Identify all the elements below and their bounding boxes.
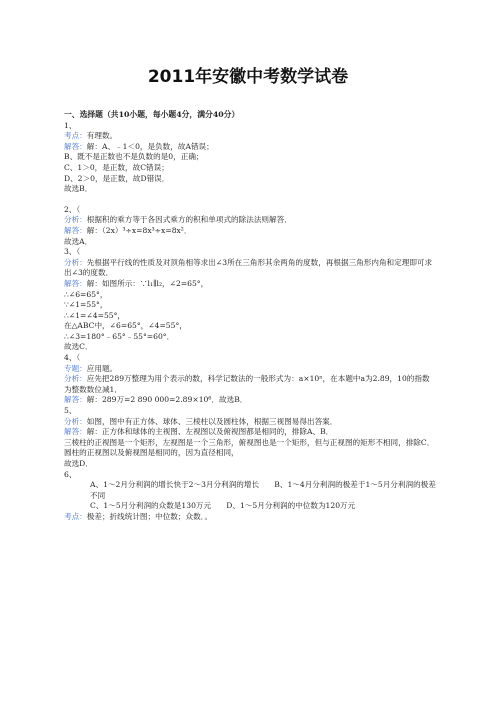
option-a: A、1～2月分利润的增长快于2～3月分利润的增长 bbox=[90, 480, 260, 490]
q1-line-c: C、1＞0，是正数，故C错误； bbox=[64, 162, 169, 172]
analysis-label: 分析： bbox=[64, 374, 87, 384]
q1-keypoint bbox=[64, 131, 436, 142]
answer-label: 解答： bbox=[64, 395, 87, 405]
answer-text: 解：A、﹣1＜0，是负数，故A错误； bbox=[86, 141, 214, 151]
analysis-label: 分析： bbox=[64, 416, 87, 426]
q2-conclusion: 故选A． bbox=[64, 236, 93, 246]
q4-answer bbox=[64, 395, 436, 406]
q1-line-d: D、2＞0，是正数，故D错误． bbox=[64, 173, 170, 183]
q1-line-b: B、既不是正数也不是负数的是0，正确； bbox=[64, 152, 204, 162]
q3-conclusion: 故选C． bbox=[64, 342, 93, 352]
q5-number: 5、 bbox=[64, 406, 77, 416]
analysis-label: 分析： bbox=[64, 257, 87, 267]
q2-answer bbox=[64, 226, 436, 237]
answer-text: 解：如图所示：∵l₁∥l₂，∠2=65°， bbox=[86, 278, 209, 288]
section-heading: 一、选择题（共10小题，每小题4分，满分40分） bbox=[64, 110, 240, 119]
q3-step-5: ∴∠3=180°﹣65°﹣55°=60°． bbox=[64, 331, 175, 341]
analysis-text: 先根据平行线的性质及对顶角相等求出∠3所在三角形其余两角的度数，再根据三角形内角和定理即可求出∠3的度数． bbox=[64, 257, 433, 278]
analysis-text: 应先把289万整理为用个表示的数，科学记数法的一般形式为：a×10ⁿ，在本题中a为2.89，10的指数为整数数位减1． bbox=[64, 374, 430, 394]
document-title: 2011年安徽中考数学试卷 bbox=[147, 67, 349, 87]
q1-answer bbox=[64, 142, 436, 153]
q4-number: 4、（ bbox=[64, 353, 81, 363]
q2-analysis bbox=[64, 215, 436, 226]
q5-paragraph-1: 三棱柱的正视图是一个矩形，左视图是一个三角形，俯视图也是一个矩形，但与正视图的矩形不相同，排除C． bbox=[64, 437, 435, 447]
answer-label: 解答： bbox=[64, 225, 87, 235]
answer-text: 解：289万=2 890 000=2.89×10⁶．故选B． bbox=[86, 395, 248, 405]
document-body bbox=[64, 110, 436, 523]
q5-analysis bbox=[64, 417, 436, 428]
analysis-text: 如图，图中有正方体、球体、三棱柱以及圆柱体，根据三视图易得出答案． bbox=[86, 416, 338, 426]
keypoint-text: 极差；折线统计图；中位数；众数．。 bbox=[86, 511, 213, 521]
answer-label: 解答： bbox=[64, 278, 87, 288]
keypoint-label: 考点： bbox=[64, 511, 87, 521]
q4-analysis bbox=[64, 374, 436, 395]
q6-options-ab bbox=[64, 480, 436, 501]
q3-analysis bbox=[64, 258, 436, 279]
option-c: C、1～5月分利润的众数是130万元 bbox=[90, 501, 212, 511]
q6-options-cd bbox=[64, 501, 436, 512]
answer-text: 解：（2x）³÷x=8x³÷x=8x²． bbox=[86, 225, 192, 235]
q3-number: 3、（ bbox=[64, 247, 81, 257]
topic-label: 专题： bbox=[64, 363, 87, 373]
option-b: B、1～4月分利润的极差于1～5月分利润的极差不同 bbox=[90, 480, 436, 500]
topic-text: 应用题。 bbox=[86, 363, 118, 373]
keypoint-text: 有理数。 bbox=[86, 131, 118, 141]
q3-step-3: ∴∠1=∠4=55°， bbox=[64, 310, 125, 320]
answer-label: 解答： bbox=[64, 427, 87, 437]
analysis-text: 根据积的乘方等于各因式乘方的积和单项式的除法法则解答． bbox=[86, 215, 292, 225]
q3-step-2: ∵∠1=55°， bbox=[64, 300, 108, 310]
q2-number: 2、（ bbox=[64, 204, 81, 214]
analysis-label: 分析： bbox=[64, 215, 87, 225]
q1-number: 1、 bbox=[64, 120, 77, 130]
q6-keypoint bbox=[64, 512, 436, 523]
q5-conclusion: 故选D． bbox=[64, 459, 93, 468]
q1-conclusion: 故选B． bbox=[64, 184, 93, 194]
q6-number: 6、 bbox=[64, 469, 77, 479]
q5-paragraph-2: 圆柱的正视图以及俯视图是相同的，因为直径相同， bbox=[64, 448, 239, 458]
answer-label: 解答： bbox=[64, 141, 87, 151]
option-d: D、1～5月分利润的中位数为120万元 bbox=[226, 501, 356, 511]
q3-step-4: 在△ABC中，∠6=65°，∠4=55°， bbox=[64, 321, 187, 331]
keypoint-label: 考点： bbox=[64, 131, 87, 141]
answer-text: 解：正方体和球体的主视图、左视图以及俯视图都是相同的，排除A、B． bbox=[86, 427, 334, 437]
q4-topic bbox=[64, 364, 436, 375]
q5-answer bbox=[64, 427, 436, 438]
q3-step-1: ∴∠6=65°， bbox=[64, 289, 108, 299]
q3-answer bbox=[64, 279, 436, 290]
